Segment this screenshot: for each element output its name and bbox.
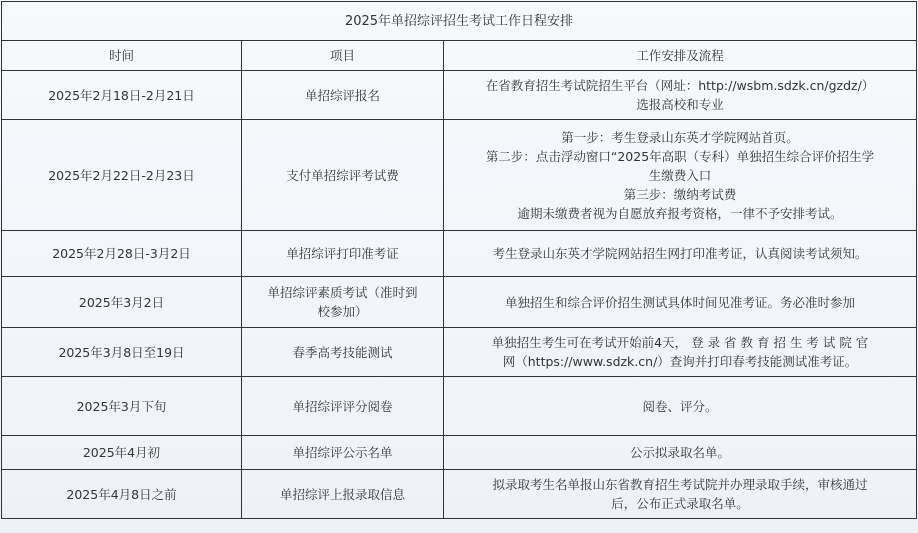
row-item-line: 校参加）	[317, 304, 368, 319]
row-work-line: 逾期未缴费者视为自愿放弃报考资格，一律不予安排考试。	[517, 205, 843, 221]
row-work	[444, 120, 917, 231]
row-work-line: 在省教育招生考试院招生平台（网址：http://wsbm.sdzk.cn/gzdz/）	[485, 78, 875, 93]
row-item-line: 单招综评素质考试（准时到	[267, 285, 418, 300]
row-work-line: 考生登录山东英才学院网站招生网打印准考证，认真阅读考试须知。	[492, 246, 868, 261]
row-work	[444, 436, 917, 470]
row-work	[444, 277, 917, 328]
row-item	[242, 231, 444, 277]
row-time: 2025年4月8日之前	[2, 470, 242, 519]
row-work	[444, 377, 917, 436]
row-work-line: 单独招生考生可在考试开始前4天， 登 录 省 教 育 招 生 考 试 院 官	[491, 335, 869, 350]
row-work-line: 阅卷、评分。	[642, 398, 718, 414]
row-work-line: 第三步：缴纳考试费	[623, 186, 737, 202]
row-time: 2025年2月28日-3月2日	[2, 231, 242, 277]
table-row	[2, 277, 917, 328]
title-row	[2, 2, 917, 41]
table-row	[2, 71, 917, 120]
row-item-line: 单招综评打印准考证	[286, 246, 399, 261]
schedule-table	[1, 1, 917, 519]
header-work: 工作安排及流程	[444, 41, 917, 71]
row-work-line: 公示拟录取名单。	[630, 445, 731, 460]
row-time: 2025年3月2日	[2, 277, 242, 328]
row-work-line: 单独招生和综合评价招生测试具体时间见准考证。务必准时参加	[505, 294, 856, 310]
row-work	[444, 71, 917, 120]
row-item	[242, 71, 444, 120]
row-item	[242, 120, 444, 231]
table-row	[2, 328, 917, 377]
row-item	[242, 377, 444, 436]
table-row	[2, 377, 917, 436]
row-item-line: 单招综评公示名单	[292, 445, 393, 460]
row-work-line: 第一步：考生登录山东英才学院网站首页。	[561, 129, 799, 145]
row-time: 2025年3月8日至19日	[2, 328, 242, 377]
row-work	[444, 231, 917, 277]
row-item	[242, 277, 444, 328]
row-item-line: 支付单招综评考试费	[286, 167, 399, 183]
table-row	[2, 470, 917, 519]
header-row	[2, 41, 917, 71]
row-work	[444, 470, 917, 519]
table-title: 2025年单招综评招生考试工作日程安排	[2, 2, 917, 41]
row-item-line: 春季高考技能测试	[292, 344, 393, 360]
row-item	[242, 436, 444, 470]
row-time: 2025年4月初	[2, 436, 242, 470]
row-work-line: 拟录取考生名单报山东省教育招生考试院并办理录取手续，审核通过	[492, 477, 868, 492]
row-time: 2025年3月下旬	[2, 377, 242, 436]
header-time: 时间	[2, 41, 242, 71]
row-work-line: 第二步：点击浮动窗口“2025年高职（专科）单独招生综合评价招生学	[485, 148, 875, 164]
row-item	[242, 470, 444, 519]
table-row	[2, 231, 917, 277]
row-item-line: 单招综评报名	[304, 87, 380, 103]
row-item-line: 单招综评评分阅卷	[292, 398, 393, 414]
row-work-line: 后，公布正式录取名单。	[611, 496, 749, 511]
header-item: 项目	[242, 41, 444, 71]
row-work	[444, 328, 917, 377]
row-work-line: 生缴费入口	[648, 167, 712, 183]
row-item-line: 单招综评上报录取信息	[279, 486, 405, 502]
table-row	[2, 436, 917, 470]
row-work-line: 选报高校和专业	[636, 97, 724, 112]
row-time: 2025年2月22日-2月23日	[2, 120, 242, 231]
row-item	[242, 328, 444, 377]
row-time: 2025年2月18日-2月21日	[2, 71, 242, 120]
row-work-line: 网（https://www.sdzk.cn/）查询并打印春考技能测试准考证。	[502, 354, 858, 369]
table-row	[2, 120, 917, 231]
